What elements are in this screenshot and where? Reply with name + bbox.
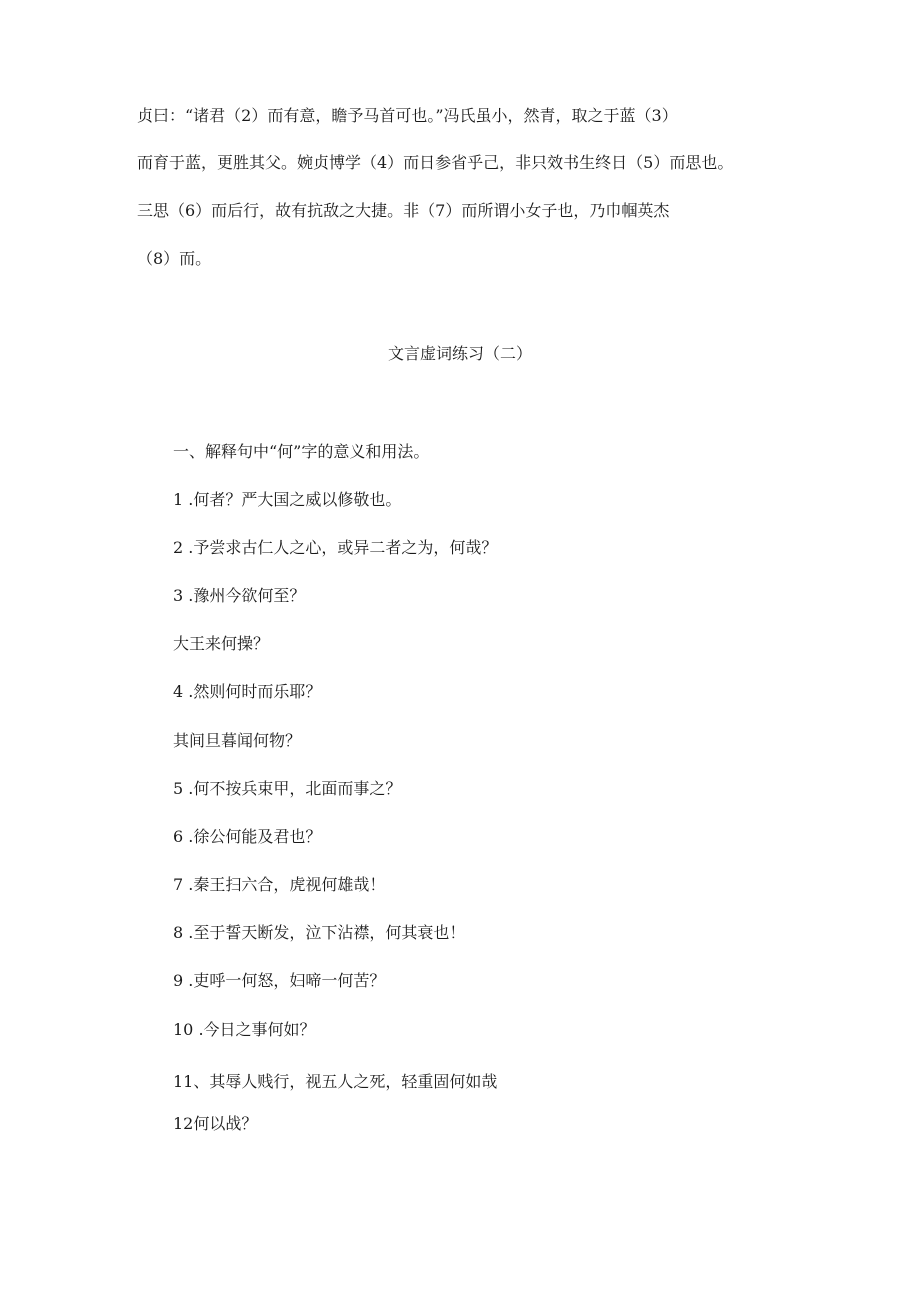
section-title: 文言虚词练习（二） (387, 344, 532, 363)
list-item: 11、其辱人贱行，视五人之死，轻重固何如哉 (173, 1072, 498, 1091)
list-item: 其间旦暮闻何物？ (173, 731, 302, 750)
list-item: 7 .秦王扫六合，虎视何雄哉！ (173, 875, 386, 894)
exercise-heading: 一、解释句中“何”字的意义和用法。 (173, 442, 430, 461)
list-item: 6 .徐公何能及君也？ (173, 827, 322, 846)
list-item: 5 .何不按兵束甲，北面而事之？ (173, 779, 402, 798)
list-item: 10 .今日之事何如？ (173, 1020, 316, 1039)
list-item: 12何以战？ (173, 1114, 258, 1133)
intro-line-4: （8）而。 (137, 249, 212, 268)
list-item: 大王来何操？ (173, 634, 270, 653)
list-item: 3 .豫州今欲何至？ (173, 586, 306, 605)
list-item: 1 .何者？严大国之威以修敬也。 (173, 490, 402, 509)
intro-line-3: 三思（6）而后行，故有抗敌之大捷。非（7）而所谓小女子也，乃巾帼英杰 (137, 201, 670, 220)
list-item: 8 .至于誓天断发，泣下沾襟，何其衰也！ (173, 923, 466, 942)
list-item: 4 .然则何时而乐耶？ (173, 682, 322, 701)
list-item: 2 .予尝求古仁人之心，或异二者之为，何哉？ (173, 538, 498, 557)
intro-line-1: 贞曰：“诸君（2）而有意，瞻予马首可也。”冯氏虽小，然青，取之于蓝（3） (137, 106, 678, 125)
intro-line-2: 而育于蓝，更胜其父。婉贞博学（4）而日参省乎己，非只效书生终日（5）而思也。 (137, 153, 734, 172)
list-item: 9 .吏呼一何怒，妇啼一何苦？ (173, 971, 386, 990)
